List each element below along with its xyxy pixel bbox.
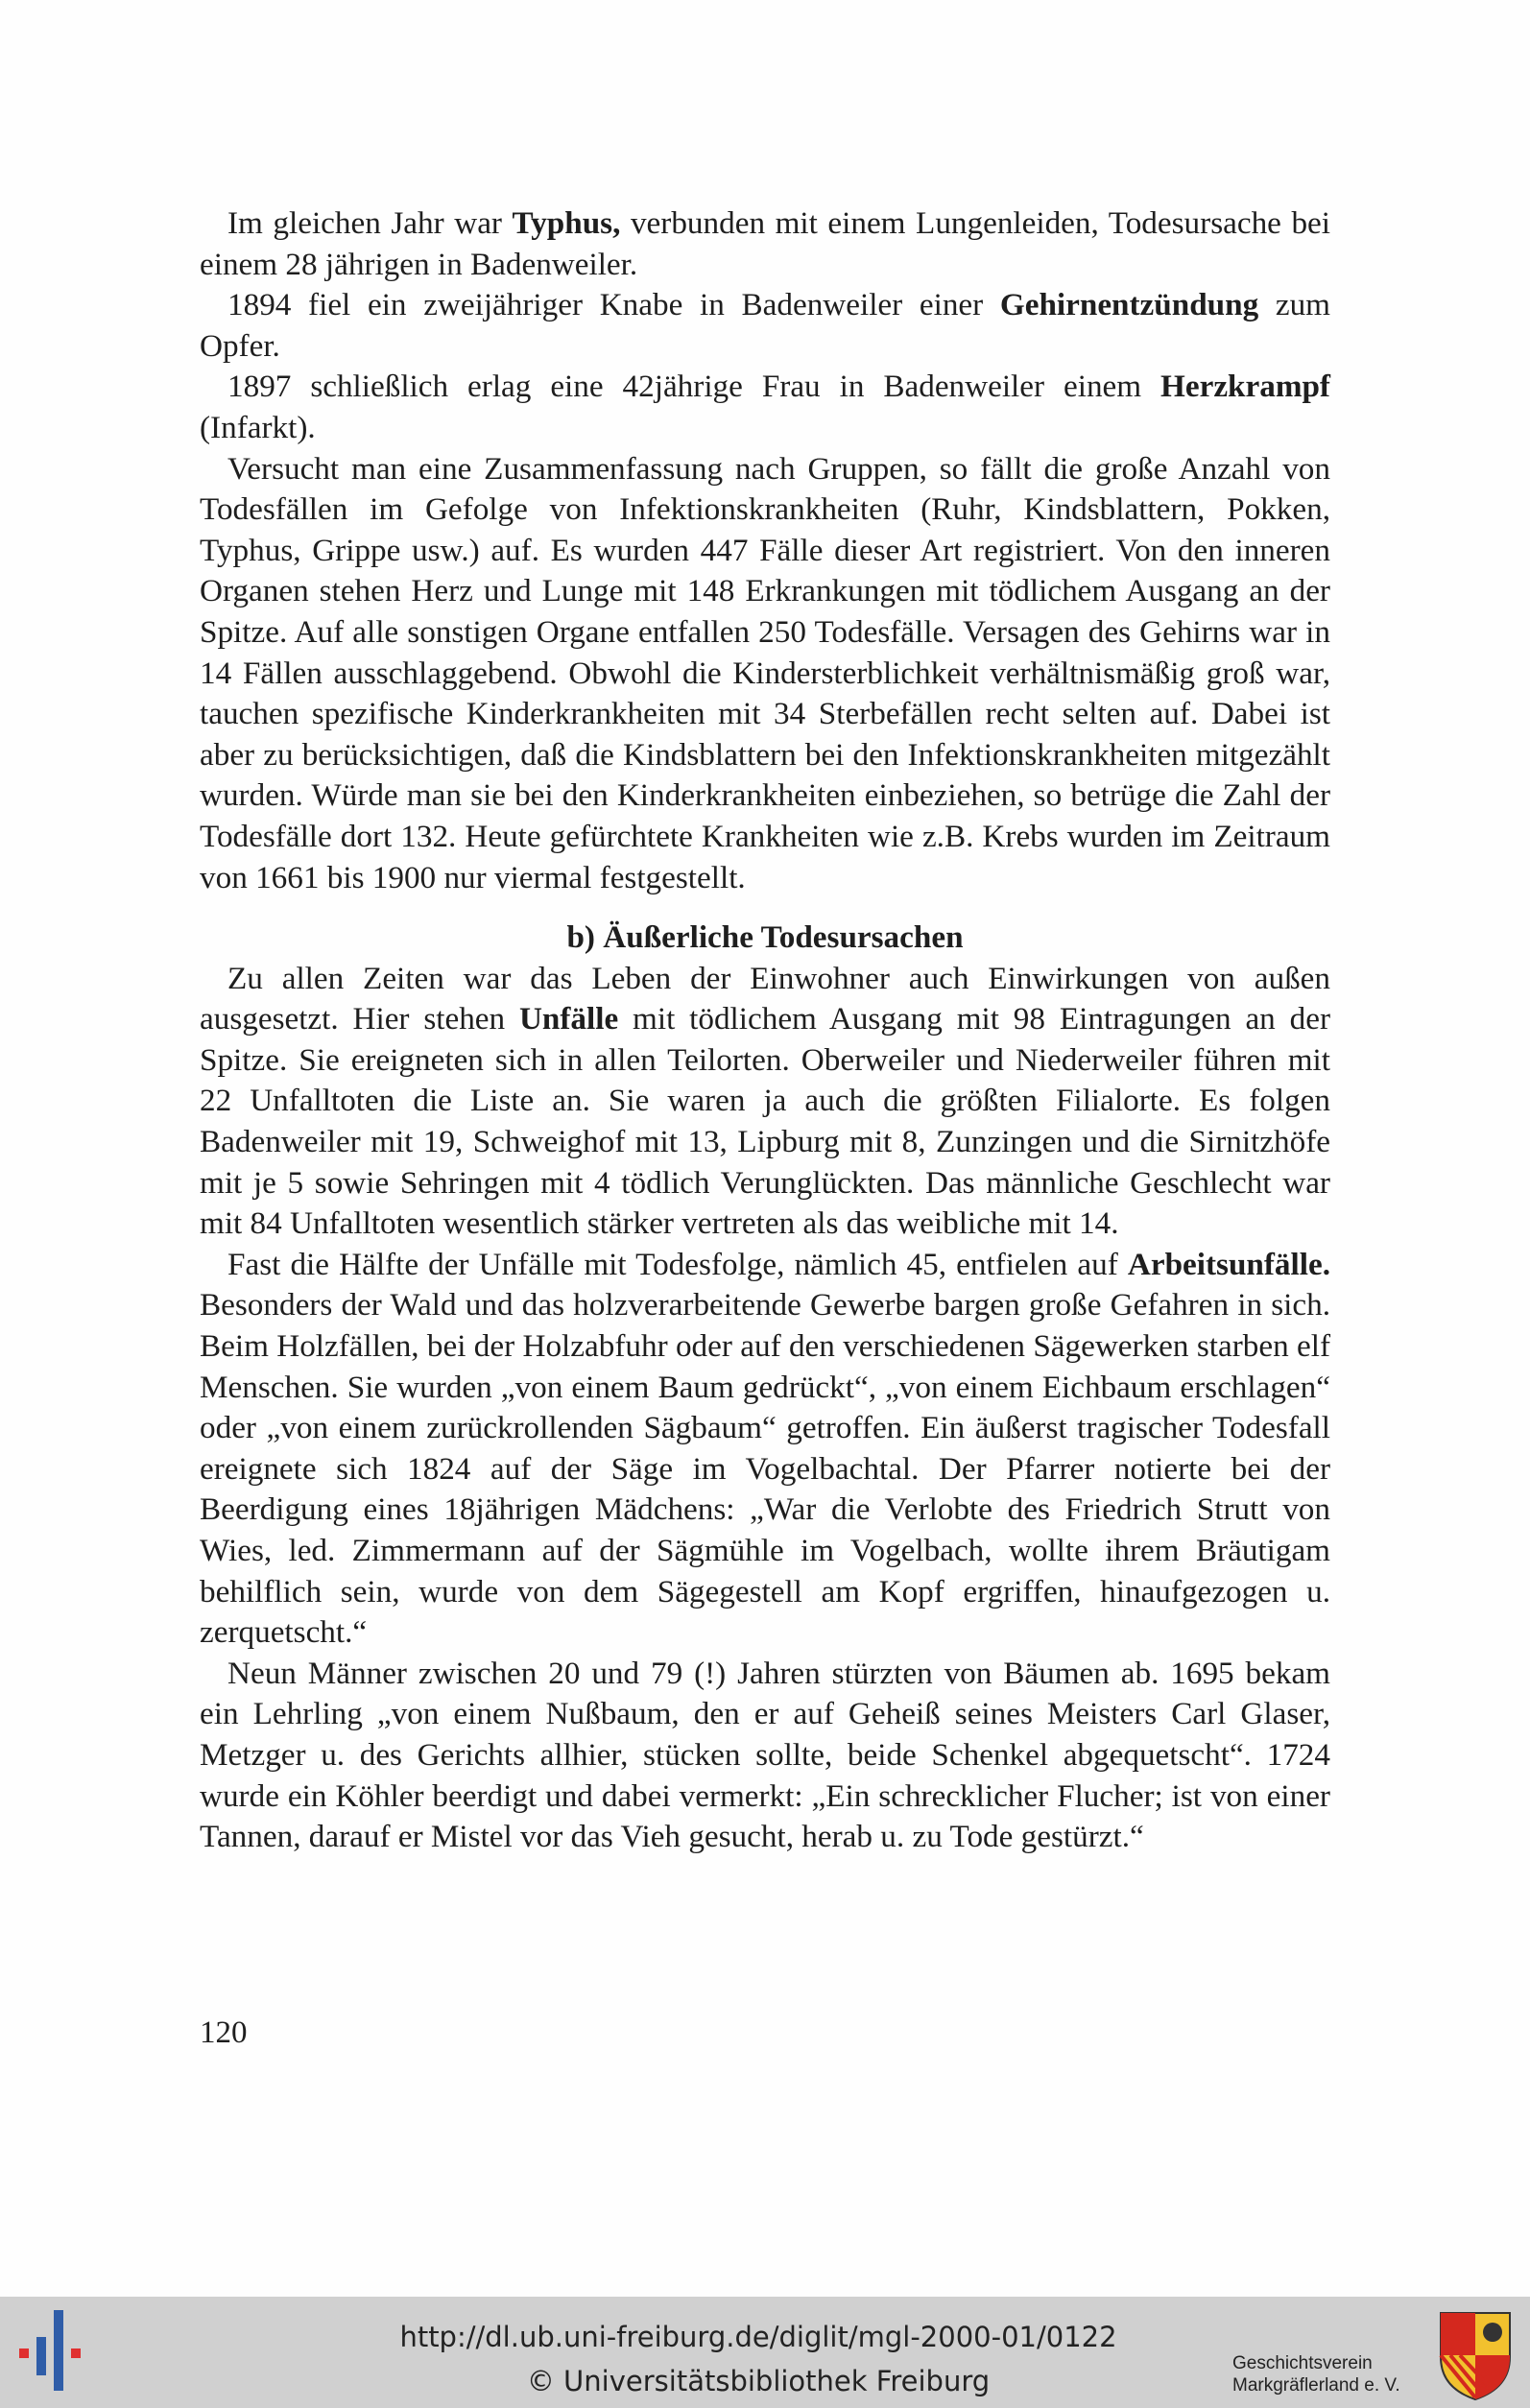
paragraph-summary: Versucht man eine Zusammenfassung nach Gruppen, so fällt die große Anzahl von Todesfällen im Gefolge von Infektionskrankheiten (Ruhr, Kindsblattern, Pokken, Typhus, Grippe usw.) auf. Es wurden 447 Fälle dieser Art registriert. Von den inneren Organen stehen Herz und Lunge mit 148 Erkrankungen mit tödlichem Ausgang an der Spitze. Auf alle sonstigen Organe entfallen 250 Todesfälle. Versagen des Gehirns war in 14 Fällen ausschlaggebend. Obwohl die Kindersterblichkeit verhältnismäßig groß war, tauchen spezifische Kinderkrankheiten mit 34 Sterbefällen recht selten auf. Dabei ist aber zu berücksichtigen, daß die Kindsblattern bei den Infektionskrankheiten mitgezählt wurden. Würde man sie bei den Kinderkrankheiten einbeziehen, so betrüge die Zahl der Todesfälle dort 132. Heute gefürchtete Krankheiten wie z.B. Krebs wurden im Zeitraum von 1661 bis 1900 nur viermal festgestellt. bbox=[200, 450, 1330, 895]
footer-url[interactable]: http://dl.ub.uni-freiburg.de/diglit/mgl-2000-01/0122 bbox=[399, 2321, 1117, 2353]
logo-tall-bar bbox=[54, 2310, 63, 2391]
paragraph-unfaelle: Zu allen Zeiten war das Leben der Einwohner auch Einwirkungen von außen ausgesetzt. Hier stehen Unfälle mit tödlichem Ausgang mit 98 Eintragungen an der Spitze. Sie ereigneten sich in allen Teilorten. Oberweiler und Niederweiler führen mit 22 Unfalltoten die Liste an. Sie waren ja auch die größten Filialorte. Es folgen Badenweiler mit 19, Schweighof mit 13, Lipburg mit 8, Zunzingen und die Sirnitzhöfe mit je 5 sowie Sehringen mit 4 tödlich Verunglückten. Das männliche Geschlecht war mit 84 Unfalltoten wesentlich stärker vertreten als das weibliche mit 14. bbox=[200, 960, 1330, 1242]
term-herzkrampf: Herzkrampf bbox=[1160, 369, 1330, 405]
page-number: 120 bbox=[200, 2015, 248, 2050]
society-crest-icon bbox=[1437, 2309, 1514, 2401]
paragraph-herzkrampf: 1897 schließlich erlag eine 42jährige Frau in Badenweiler einem Herzkrampf (Infarkt). bbox=[200, 369, 1330, 445]
paragraph-baumstuerze: Neun Männer zwischen 20 und 79 (!) Jahren stürzten von Bäumen ab. 1695 bekam ein Lehrling „von einem Nußbaum, den er auf Geheiß seines Meisters Carl Glaser, Metzger u. des Gerichts allhier, stücken sollte, beide Schenkel abgequetscht“. 1724 wurde ein Köhler beerdigt und dabei vermerkt: „Ein schrecklicher Flucher; ist von einer Tannen, darauf er Mistel vor das Vieh gesucht, herab u. zu Tode gestürzt.“ bbox=[200, 1655, 1330, 1855]
logo-right-square bbox=[71, 2348, 81, 2358]
term-gehirnentzuendung: Gehirnentzündung bbox=[999, 287, 1259, 323]
logo-short-bar bbox=[36, 2337, 46, 2375]
logo-left-square bbox=[19, 2348, 29, 2358]
paragraph-arbeitsunfaelle: Fast die Hälfte der Unfälle mit Todesfolge, nämlich 45, entfielen auf Arbeitsunfälle. Besonders der Wald und das holzverarbeitende Gewerbe bargen große Gefahren in sich. Beim Holzfällen, bei der Holzabfuhr oder auf den verschiedenen Sägewerken starben elf Menschen. Sie wurden „von einem Baum gedrückt“, „von einem Eichbaum erschlagen“ oder „von einem zurückrollenden Sägbaum“ getroffen. Ein äußerst tragischer Todesfall ereignete sich 1824 auf der Säge im Vogelbachtal. Der Pfarrer notierte bei der Beerdigung eines 18jährigen Mädchens: „War die Verlobte des Friedrich Strutt von Wies, led. Zimmermann auf der Sägmühle im Vogelbach, wollte ihrem Bräutigam behilflich sein, wurde von dem Sägegestell am Kopf ergriffen, hinaufgezogen u. zerquetscht.“ bbox=[200, 1246, 1330, 1651]
crest-quarter-top-left bbox=[1441, 2313, 1475, 2355]
society-line-1: Geschichtsverein bbox=[1232, 2353, 1373, 2373]
ub-freiburg-logo-icon bbox=[17, 2308, 100, 2393]
term-unfaelle: Unfälle bbox=[518, 1001, 619, 1037]
society-line-2: Markgräflerland e. V. bbox=[1232, 2375, 1400, 2396]
text-column bbox=[200, 203, 1330, 1858]
term-typhus: Typhus, bbox=[512, 205, 621, 241]
footer-copyright: © Universitätsbibliothek Freiburg bbox=[526, 2365, 991, 2397]
paragraph-gehirnentzuendung: 1894 fiel ein zweijähriger Knabe in Badenweiler einer Gehirnentzündung zum Opfer. bbox=[200, 287, 1330, 364]
paragraph-typhus: Im gleichen Jahr war Typhus, verbunden mit einem Lungenleiden, Todesursache bei einem 28 jährigen in Badenweiler. bbox=[200, 205, 1330, 282]
section-heading: b) Äußerliche Todesursachen bbox=[566, 919, 964, 956]
society-name bbox=[1232, 2352, 1434, 2396]
term-arbeitsunfaelle: Arbeitsunfälle. bbox=[1127, 1246, 1330, 1282]
crest-emblem bbox=[1483, 2323, 1502, 2342]
